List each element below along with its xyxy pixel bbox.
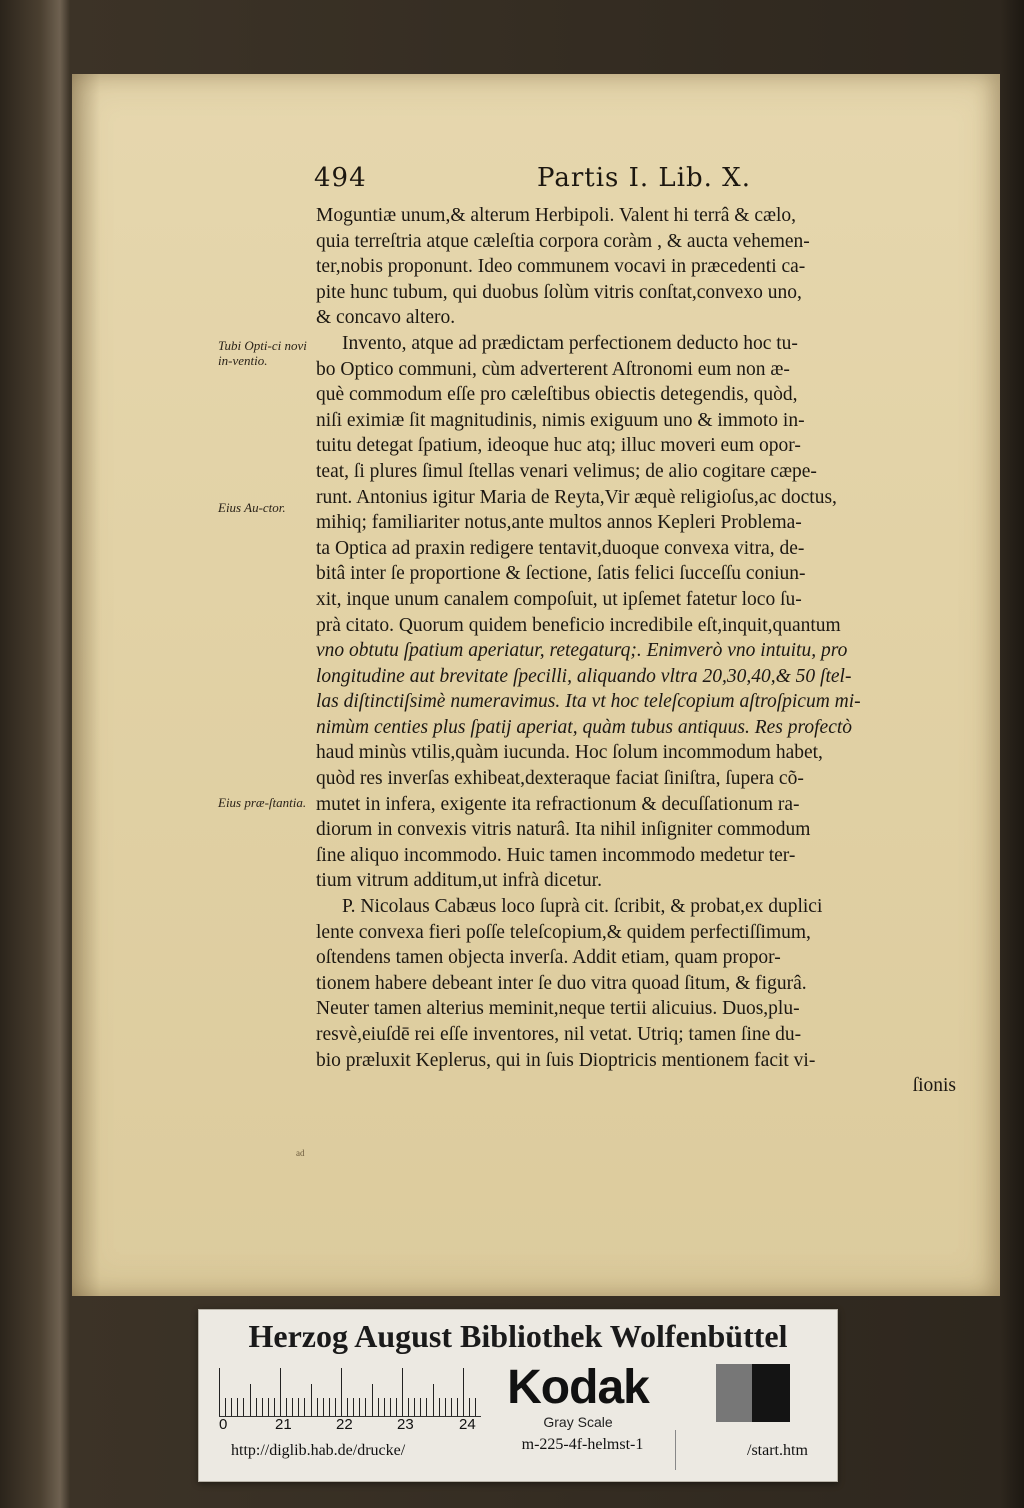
- text-line: nimùm centies plus ſpatij aperiat, quàm tubus antiquus. Res profectò: [316, 716, 853, 738]
- text-line: vno obtutu ſpatium aperiatur, retegaturq;. Enimverò vno intuitu, pro: [316, 640, 848, 662]
- ruler-label: 0: [219, 1416, 228, 1433]
- stray-mark: ad: [296, 1148, 305, 1158]
- text-line: tuitu detegat ſpatium, ideoque huc atq; illuc moveri eum opor-: [316, 435, 801, 457]
- text-line: & concavo altero.: [316, 307, 456, 329]
- text-line: pite hunc tubum, qui duobus ſolùm vitris conſtat,convexo uno,: [316, 281, 802, 303]
- text-line: Invento, atque ad prædictam perfectionem deducto hoc tu-: [342, 332, 798, 354]
- ruler-label: 21: [275, 1416, 292, 1433]
- text-line: resvè,eiuſdē rei eſſe inventores, nil vetat. Utriq; tamen ſine du-: [316, 1024, 802, 1045]
- text-line: quòd res inverſas exhibeat,dexteraque faciat ſiniſtra, ſupera cõ-: [316, 768, 804, 790]
- url-right: /start.htm: [747, 1442, 808, 1459]
- text-line: Neuter tamen alterius meminit,neque tertii alicuius. Duos,plu-: [316, 998, 800, 1020]
- text-line: bitâ inter ſe proportione & ſectione, ſatis felici ſucceſſu coniun-: [316, 563, 806, 585]
- text-line: haud minùs vtilis,quàm iucunda. Hoc ſolum incommodum habet,: [316, 742, 823, 764]
- ruler-label: 22: [336, 1416, 353, 1433]
- text-line: quia terreſtria atque cæleſtia corpora coràm , & aucta vehemen-: [316, 230, 810, 252]
- text-line: P. Nicolaus Cabæus loco ſuprà cit. ſcribit, & probat,ex duplici: [342, 896, 823, 918]
- text-line: oſtendens tamen objecta inverſa. Addit etiam, quam propor-: [316, 947, 781, 969]
- page-header: [0, 163, 1024, 193]
- kodak-logo: Kodak: [507, 1361, 649, 1414]
- text-line: bio præluxit Keplerus, qui in ſuis Dioptricis mentionem facit vi-: [316, 1049, 816, 1071]
- text-line: tionem habere debeant inter ſe duo vitra quoad ſitum, & figurâ.: [316, 972, 807, 994]
- text-line: xit, inque unum canalem compoſuit, ut ipſemet fatetur loco ſu-: [316, 588, 802, 610]
- margin-note: Eius Au-ctor.: [218, 500, 286, 515]
- ruler-scale: [219, 1364, 481, 1417]
- text-line: prà citato. Quorum quidem beneficio incredibile eſt,inquit,quantum: [316, 614, 841, 636]
- gray-patch-light: [716, 1364, 752, 1422]
- calibration-card: [198, 1309, 838, 1482]
- page-number: 494: [314, 163, 367, 193]
- ruler-ticks: [219, 1364, 481, 1416]
- text-line: las diſtinctiſsimè numeravimus. Ita vt hoc teleſcopium aſtroſpicum mi-: [316, 691, 861, 713]
- text-line: ter,nobis proponunt. Ideo communem vocavi in præcedenti ca-: [316, 256, 806, 278]
- text-line: Moguntiæ unum,& alterum Herbipoli. Valent hi terrâ & cælo,: [316, 205, 797, 226]
- running-head: Partis I. Lib. X.: [537, 163, 751, 193]
- text-line: ſine aliquo incommodo. Huic tamen incommodo medetur ter-: [316, 844, 796, 866]
- body-text: [316, 203, 962, 1099]
- text-line: diorum in convexis vitris naturâ. Ita nihil inſigniter commodum: [316, 819, 811, 841]
- text-line: teat, ſi plures ſimul ſtellas venari velimus; de alio cogitare cæpe-: [316, 460, 817, 482]
- text-line: lente convexa fieri poſſe teleſcopium,& quidem perfectiſſimum,: [316, 921, 811, 943]
- ruler-label: 23: [397, 1416, 414, 1433]
- ruler-labels: [219, 1416, 489, 1436]
- gray-scale-label: Gray Scale: [543, 1414, 613, 1430]
- ruler-label: 24: [459, 1416, 476, 1433]
- text-line: niſi eximiæ ſit magnitudinis, nimis exiguum uno & immoto in-: [316, 409, 805, 431]
- gray-patch-dark: [752, 1364, 790, 1422]
- card-title: Herzog August Bibliothek Wolfenbüttel: [248, 1318, 788, 1354]
- margin-note: Eius præ-ſtantia.: [218, 795, 307, 810]
- text-line: longitudine aut brevitate ſpecilli, aliquando vltra 20,30,40,& 50 ſtel-: [316, 665, 852, 687]
- text-line: mihiq; familiariter notus,ante multos annos Kepleri Problema-: [316, 512, 802, 534]
- text-line: runt. Antonius igitur Maria de Reyta,Vir æquè religioſus,ac doctus,: [316, 486, 837, 508]
- text-line: tium vitrum additum,ut infrà dicetur.: [316, 870, 602, 892]
- text-line: bo Optico communi, cùm adverterent Aſtronomi eum non æ-: [316, 358, 790, 380]
- card-divider: [675, 1430, 676, 1470]
- text-line: què commodum eſſe pro cæleſtibus obiectis detegendis, quòd,: [316, 384, 798, 406]
- catchword: ſionis: [912, 1075, 956, 1097]
- text-line: ta Optica ad praxin redigere tentavit,duoque convexa vitra, de-: [316, 537, 805, 559]
- catalog-id: m-225-4f-helmst-1: [521, 1436, 644, 1453]
- margin-note: Tubi Opti-ci novi in-ventio.: [218, 338, 307, 368]
- text-line: mutet in infera, exigente ita refractionum & decuſſationum ra-: [316, 793, 800, 815]
- url-left: http://diglib.hab.de/drucke/: [231, 1442, 406, 1459]
